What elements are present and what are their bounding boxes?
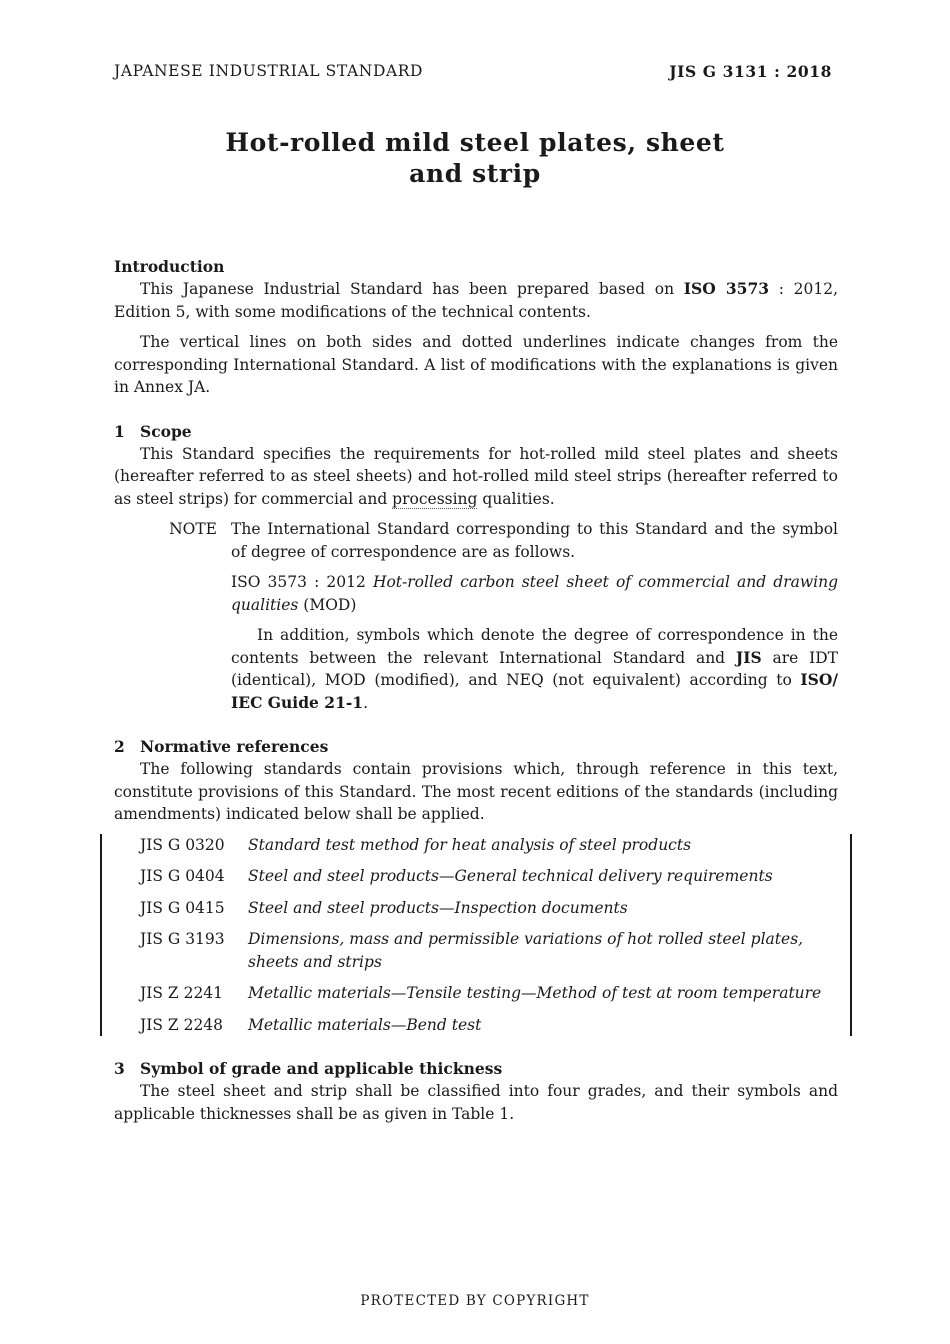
reference-code: JIS G 0404 bbox=[140, 867, 225, 885]
section-title: Symbol of grade and applicable thickness bbox=[140, 1059, 503, 1078]
reference-code: JIS G 0320 bbox=[140, 835, 225, 854]
text: In addition, symbols which denote the degree of correspondence in the contents between the relevant International Standard and bbox=[231, 626, 838, 667]
reference-item bbox=[114, 834, 838, 857]
reference-code: JIS G 3193 bbox=[140, 930, 225, 948]
underlined-change: processing bbox=[392, 489, 478, 508]
reference-item bbox=[114, 982, 838, 1005]
normative-references-heading bbox=[114, 736, 838, 758]
reference-title: Steel and steel products—Inspection documents bbox=[248, 898, 628, 917]
introduction-paragraph-1 bbox=[114, 278, 838, 323]
reference-item bbox=[114, 865, 838, 888]
section-number: 2 bbox=[114, 737, 125, 756]
copyright-footer: PROTECTED BY COPYRIGHT bbox=[360, 1293, 590, 1309]
reference-code: JIS G 0415 bbox=[140, 898, 225, 917]
change-bar-right bbox=[850, 834, 852, 1037]
introduction-paragraph-2: The vertical lines on both sides and dotted underlines indicate changes from the corresponding International Standard. A list of modifications with the explanations is given in Annex JA. bbox=[114, 333, 838, 396]
text: : 2012, Edition 5, with some modifications of the technical contents. bbox=[114, 280, 839, 321]
note-reference bbox=[231, 571, 838, 616]
document-title bbox=[0, 127, 950, 189]
text: . bbox=[363, 693, 369, 712]
scope-note bbox=[114, 518, 838, 714]
text-bold: JIS bbox=[735, 647, 762, 667]
section-title: Normative references bbox=[140, 737, 329, 756]
text-italic: Hot-rolled carbon steel sheet of commercial and drawing qualities bbox=[231, 573, 838, 614]
text: qualities. bbox=[477, 489, 555, 508]
header-standard-name: JAPANESE INDUSTRIAL STANDARD bbox=[114, 62, 424, 80]
scope-heading bbox=[114, 421, 838, 443]
reference-item bbox=[114, 1014, 838, 1037]
note-body bbox=[231, 518, 838, 714]
note-label: NOTE bbox=[169, 520, 217, 538]
introduction-heading: Introduction bbox=[114, 257, 225, 276]
change-bar-left bbox=[100, 834, 102, 1037]
section-number: 1 bbox=[114, 421, 125, 441]
text: This Standard specifies the requirements for hot-rolled mild steel plates and sheets (hereafter referred to as steel sheets) and hot-rolled mild steel strips (hereafter referred to as steel strips) for commercial and bbox=[114, 444, 838, 508]
section-number: 3 bbox=[114, 1059, 125, 1078]
symbol-grade-paragraph: The steel sheet and strip shall be classified into four grades, and their symbols and applicable thicknesses shall be as given in Table 1. bbox=[114, 1082, 838, 1123]
title-line-1: Hot-rolled mild steel plates, sheet bbox=[225, 128, 725, 157]
title-line-2: and strip bbox=[409, 159, 541, 188]
scope-paragraph bbox=[114, 443, 838, 511]
reference-code: JIS Z 2241 bbox=[140, 984, 224, 1002]
reference-title: Metallic materials—Tensile testing—Method of test at room temperature bbox=[248, 984, 822, 1002]
note-paragraph-1: The International Standard corresponding to this Standard and the symbol of degree of correspondence are as follows. bbox=[231, 520, 838, 561]
text-bold: ISO 3573 bbox=[683, 279, 770, 298]
text: are IDT (identical), MOD (modified), and NEQ (not equivalent) according to bbox=[231, 648, 838, 689]
document-body bbox=[114, 256, 838, 1125]
note-paragraph-3 bbox=[231, 624, 838, 714]
normative-references-paragraph: The following standards contain provisions which, through reference in this text, constitute provisions of this Standard. The most recent editions of the standards (including amendments) indicated below shall be applied. bbox=[114, 760, 838, 823]
reference-title: Dimensions, mass and permissible variations of hot rolled steel plates, sheets and strips bbox=[248, 930, 804, 971]
symbol-grade-heading bbox=[114, 1058, 838, 1080]
header-standard-number: JIS G 3131 : 2018 bbox=[669, 62, 832, 81]
reference-title: Standard test method for heat analysis of steel products bbox=[248, 835, 692, 854]
section-title: Scope bbox=[140, 421, 192, 441]
text: (MOD) bbox=[298, 595, 357, 614]
reference-code: JIS Z 2248 bbox=[140, 1015, 224, 1034]
reference-title: Steel and steel products—General technical delivery requirements bbox=[248, 867, 773, 885]
reference-title: Metallic materials—Bend test bbox=[248, 1015, 482, 1034]
text: This Japanese Industrial Standard has been prepared based on bbox=[140, 280, 684, 298]
text-bold: ISO/ IEC Guide 21-1 bbox=[231, 670, 838, 712]
reference-item bbox=[114, 928, 838, 973]
reference-list bbox=[114, 834, 838, 1037]
text: ISO 3573 : 2012 bbox=[231, 573, 373, 591]
reference-item bbox=[114, 897, 838, 920]
